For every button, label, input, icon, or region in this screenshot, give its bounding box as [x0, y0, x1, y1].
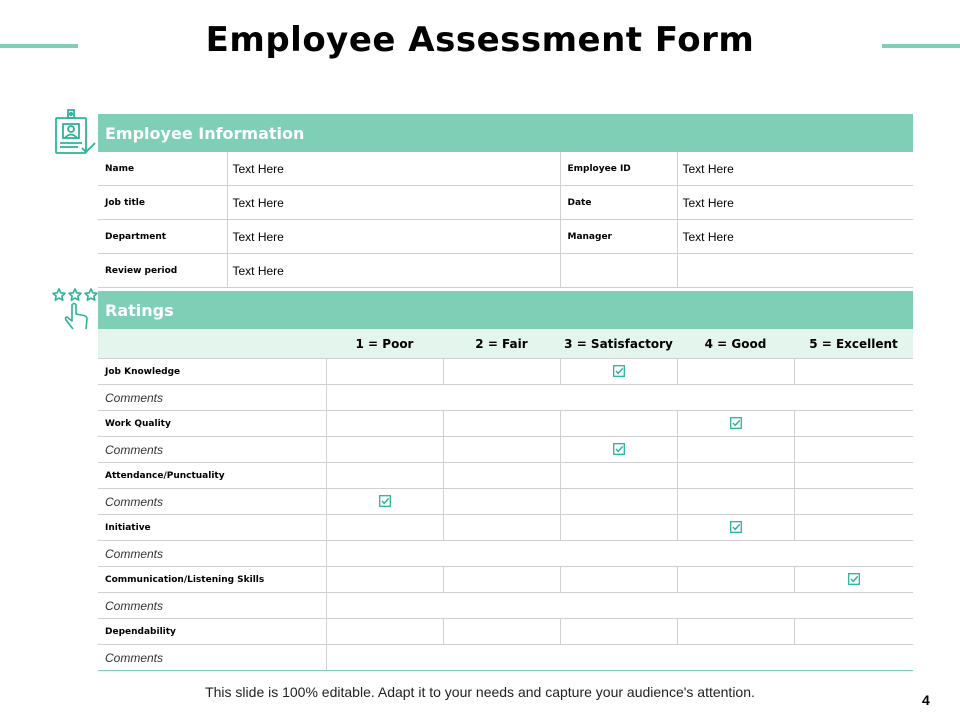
rating-cell-1[interactable]: [326, 515, 443, 541]
criterion-label: Job Knowledge: [98, 359, 326, 385]
rating-cell-2[interactable]: [443, 489, 560, 515]
criterion-label: Work Quality: [98, 411, 326, 437]
info-row: [98, 186, 913, 220]
scale-satisfactory: 3 = Satisfactory: [560, 329, 677, 359]
rating-cell-4[interactable]: [677, 515, 794, 541]
checkbox-checked-icon: [379, 493, 391, 510]
info-label: [560, 254, 677, 288]
criterion-row: [98, 411, 913, 437]
rating-cell-4[interactable]: [677, 411, 794, 437]
comment-row: [98, 645, 913, 671]
rating-cell-3[interactable]: [560, 437, 677, 463]
rating-cell-3[interactable]: [560, 359, 677, 385]
rating-cell-3[interactable]: [560, 515, 677, 541]
scale-header-blank: [98, 329, 326, 359]
rating-cell-5[interactable]: [794, 515, 913, 541]
criterion-row: [98, 515, 913, 541]
rating-cell-1[interactable]: [326, 411, 443, 437]
employee-information-title: Employee Information: [105, 123, 305, 143]
comment-field[interactable]: [326, 593, 913, 619]
comment-field[interactable]: [326, 385, 913, 411]
rating-cell-2[interactable]: [443, 567, 560, 593]
info-label: Review period: [98, 254, 227, 288]
rating-cell-1[interactable]: [326, 567, 443, 593]
comment-label[interactable]: Comments: [98, 541, 326, 567]
rating-cell-1[interactable]: [326, 619, 443, 645]
info-value[interactable]: Text Here: [227, 254, 560, 288]
info-label: Date: [560, 186, 677, 220]
checkbox-checked-icon: [730, 519, 742, 536]
comment-field[interactable]: [326, 541, 913, 567]
comment-row: [98, 489, 913, 515]
rating-cell-3[interactable]: [560, 411, 677, 437]
rating-cell-5[interactable]: [794, 411, 913, 437]
footer-note: This slide is 100% editable. Adapt it to your needs and capture your audience's attention.: [205, 684, 755, 700]
rating-cell-1[interactable]: [326, 437, 443, 463]
scale-good: 4 = Good: [677, 329, 794, 359]
rating-cell-4[interactable]: [677, 437, 794, 463]
rating-cell-2[interactable]: [443, 359, 560, 385]
page-title: Employee Assessment Form: [205, 20, 755, 60]
info-value[interactable]: Text Here: [227, 220, 560, 254]
checkbox-checked-icon: [613, 441, 625, 458]
employee-information-table: [98, 152, 913, 288]
info-row: [98, 152, 913, 186]
comment-row: [98, 437, 913, 463]
info-value[interactable]: Text Here: [227, 152, 560, 186]
rating-cell-3[interactable]: [560, 619, 677, 645]
info-value[interactable]: Text Here: [677, 220, 913, 254]
id-card-check-icon: [52, 108, 98, 156]
rating-cell-3[interactable]: [560, 463, 677, 489]
checkbox-checked-icon: [730, 415, 742, 432]
criterion-label: Initiative: [98, 515, 326, 541]
page-number: 4: [922, 692, 930, 708]
comment-label[interactable]: Comments: [98, 489, 326, 515]
info-label: Department: [98, 220, 227, 254]
scale-excellent: 5 = Excellent: [794, 329, 913, 359]
rating-cell-5[interactable]: [794, 359, 913, 385]
checkbox-checked-icon: [848, 571, 860, 588]
info-value[interactable]: [677, 254, 913, 288]
employee-information-header: [98, 114, 913, 152]
ratings-scale-header: [98, 329, 913, 359]
comment-row: [98, 385, 913, 411]
rating-cell-3[interactable]: [560, 567, 677, 593]
comment-label[interactable]: Comments: [98, 437, 326, 463]
checkbox-checked-icon: [613, 363, 625, 380]
info-label: Job title: [98, 186, 227, 220]
info-value[interactable]: Text Here: [227, 186, 560, 220]
info-label: Manager: [560, 220, 677, 254]
comment-row: [98, 541, 913, 567]
stars-hand-icon: [52, 287, 100, 333]
rating-cell-2[interactable]: [443, 437, 560, 463]
info-label: Employee ID: [560, 152, 677, 186]
criterion-label: Attendance/Punctuality: [98, 463, 326, 489]
criterion-label: Dependability: [98, 619, 326, 645]
ratings-header: [98, 291, 913, 329]
rating-cell-4[interactable]: [677, 489, 794, 515]
rating-cell-3[interactable]: [560, 489, 677, 515]
criterion-row: [98, 463, 913, 489]
rating-cell-1[interactable]: [326, 463, 443, 489]
ratings-table: [98, 329, 913, 671]
rating-cell-2[interactable]: [443, 411, 560, 437]
rating-cell-1[interactable]: [326, 489, 443, 515]
comment-label[interactable]: Comments: [98, 593, 326, 619]
criterion-label: Communication/Listening Skills: [98, 567, 326, 593]
info-row: [98, 254, 913, 288]
ratings-title: Ratings: [105, 300, 174, 320]
rating-cell-5[interactable]: [794, 463, 913, 489]
info-label: Name: [98, 152, 227, 186]
rating-cell-2[interactable]: [443, 463, 560, 489]
criterion-row: [98, 567, 913, 593]
rating-cell-2[interactable]: [443, 619, 560, 645]
comment-label[interactable]: Comments: [98, 385, 326, 411]
rating-cell-2[interactable]: [443, 515, 560, 541]
rating-cell-4[interactable]: [677, 359, 794, 385]
rating-cell-5[interactable]: [794, 437, 913, 463]
comment-row: [98, 593, 913, 619]
rating-cell-5[interactable]: [794, 489, 913, 515]
rating-cell-4[interactable]: [677, 463, 794, 489]
rating-cell-1[interactable]: [326, 359, 443, 385]
scale-poor: 1 = Poor: [326, 329, 443, 359]
rating-cell-5[interactable]: [794, 619, 913, 645]
scale-fair: 2 = Fair: [443, 329, 560, 359]
info-value[interactable]: Text Here: [677, 152, 913, 186]
info-value[interactable]: Text Here: [677, 186, 913, 220]
rating-cell-4[interactable]: [677, 619, 794, 645]
criterion-row: [98, 619, 913, 645]
info-row: [98, 220, 913, 254]
rating-cell-5[interactable]: [794, 567, 913, 593]
comment-label[interactable]: Comments: [98, 645, 326, 671]
criterion-row: [98, 359, 913, 385]
rating-cell-4[interactable]: [677, 567, 794, 593]
comment-field[interactable]: [326, 645, 913, 671]
